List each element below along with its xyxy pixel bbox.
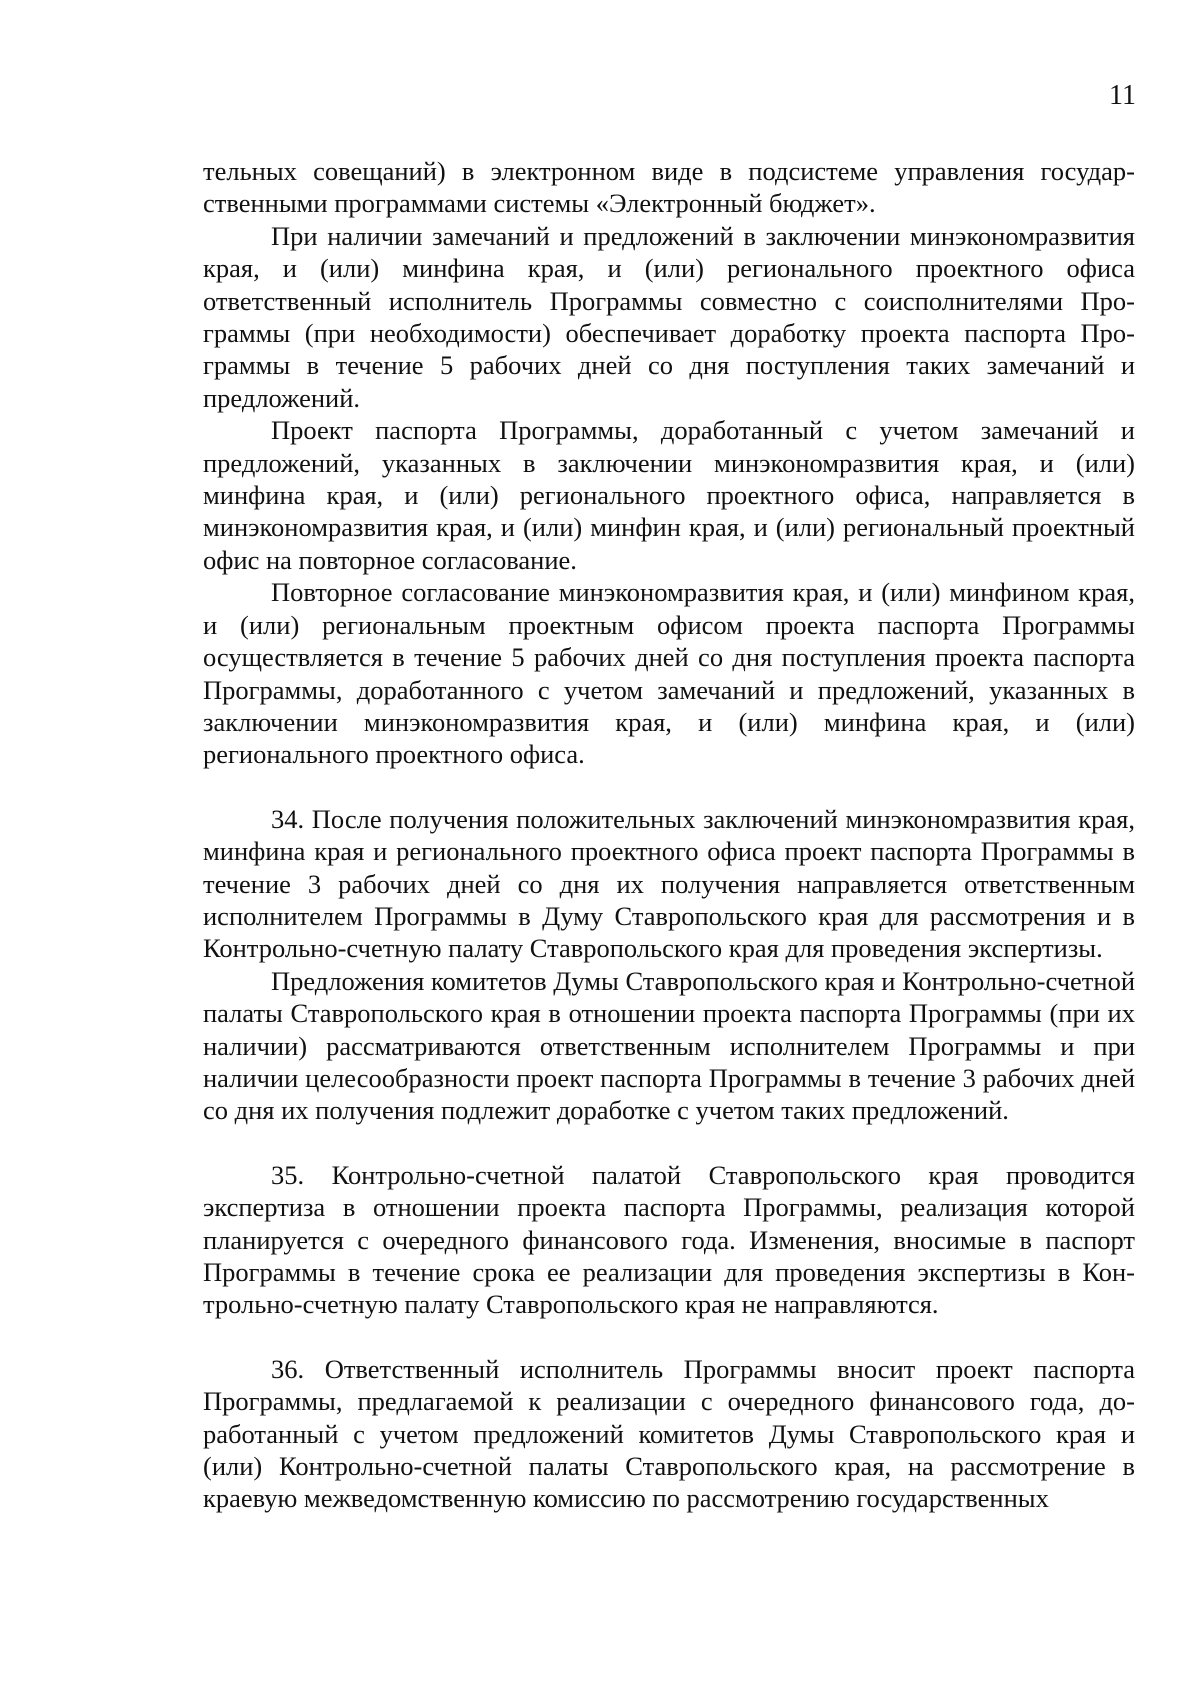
paragraph-committee-proposals: Предложения комитетов Думы Ставропольского края и Контрольно-счетной палаты Ставропольского края в отношении проекта паспорта Программы (при их наличии) рассматриваются ответственным исполнителем Программы и при наличии целесообразности проект паспорта Программы в течение 3 рабочих дней со дня их получения подлежит доработке с учетом таких предложений. [203,965,1135,1126]
page-number: 11 [1109,80,1136,111]
paragraph-revised-project: Проект паспорта Программы, доработанный с учетом замечаний и предложений, указанных в заключении минэкономразвития края, и (или) минфина края, и (или) регионального проектного офиса, направляется в минэкономразвития края, и (или) минфин края, и (или) региональный проектный офис на повторное согласование. [203,415,1135,575]
document-body [203,155,1135,1515]
paragraph-continuation: тельных совещаний) в электронном виде в подсистеме управления государственными программами системы «Электронный бюджет». [203,156,1135,219]
paragraph-item-35: 35. Контрольно-счетной палатой Ставропольского края проводится экспертиза в отношении проекта паспорта Программы, реализация которой планируется с очередного финансового года. Изменения, вносимые в паспорт Программы в течение срока ее реализации для проведения экспертизы в Контрольно-счетную палату Ставропольского края не направляются. [203,1159,1135,1320]
paragraph-item-36: 36. Ответственный исполнитель Программы вносит проект паспорта Программы, предлагаемой к реализации с очередного финансового года, доработанный с учетом предложений комитетов Думы Ставропольского края и (или) Контрольно-счетной палаты Ставропольского края, на рассмотрение в краевую межведомственную комиссию по рассмотрению государственных [203,1353,1135,1514]
paragraph-repeated-approval: Повторное согласование минэкономразвития края, и (или) минфином края, и (или) региональным проектным офисом проекта паспорта Программы осуществляется в течение 5 рабочих дней со дня поступления проекта паспорта Программы, доработанного с учетом замечаний и предложений, указанных в заключении минэкономразвития края, и (или) минфина края, и (или) регионального проектного офиса. [203,577,1135,770]
paragraph-remarks-revision: При наличии замечаний и предложений в заключении минэкономразвития края, и (или) минфина края, и (или) регионального проектного офиса ответственный исполнитель Программы совместно с соисполнителями Программы (при необходимости) обеспечивает доработку проекта паспорта Программы в течение 5 рабочих дней со дня поступления таких замечаний и предложений. [203,220,1135,413]
paragraph-item-34: 34. После получения положительных заключений минэкономразвития края, минфина края и регионального проектного офиса проект паспорта Программы в течение 3 рабочих дней со дня их получения направляется ответственным исполнителем Программы в Думу Ставропольского края для рассмотрения и в Контрольно-счетную палату Ставропольского края для проведения экспертизы. [203,803,1135,964]
